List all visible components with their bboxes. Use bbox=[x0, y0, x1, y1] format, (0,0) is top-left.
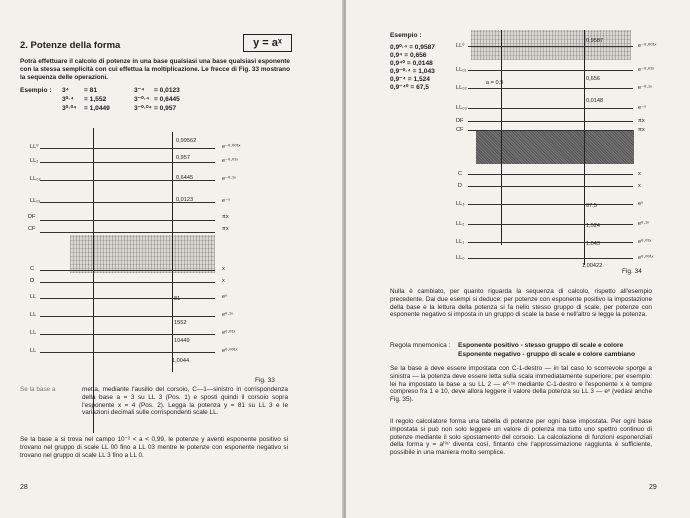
procedure-left: Se la base a bbox=[20, 386, 56, 393]
example-label-right: Esempio : bbox=[390, 32, 422, 39]
slide-shading bbox=[70, 235, 215, 273]
cursor-hairline-r bbox=[584, 30, 585, 265]
page-number-right: 29 bbox=[649, 484, 657, 491]
para-3: Il regolo calcolatore forma una tabella di potenze per ogni base impostata. Per ogni base impostata si può non solo leggere un valore di potenza ma tutto uno spettro continuo di potenze mediante il solo spostamento del corsoio. La calcolazione di funzioni esponenziali della forma y = aᶠ⁽ˣ⁾ diventa così, fintanto che l'approssimazione raggiunta è sufficiente, possibile in una maniera molto semplice. bbox=[390, 418, 652, 457]
formula-box: y = aˣ bbox=[243, 34, 292, 52]
procedure-text: metta, mediante l'ausilio del corsoio, C—1—sinistro in corrispondenza della base a = 3 su LL 3 (Pos. 1) e sposti quindi il corsoio sopra l'esponente x = 4 (Pos. 2). Legga la potenza y = 81 su LL 3 e le variazioni decimali sulle corrispondenti scale LL. bbox=[82, 386, 288, 417]
page-number-left: 28 bbox=[20, 484, 28, 491]
section-title: 2. Potenze della forma bbox=[20, 40, 121, 51]
right-page: Esempio : 0,9⁰·⁴ = 0,9587 0,9⁴ = 0,656 0,9⁴⁰ = 0,0148 0,9⁻⁰·⁴ = 1,043 0,9⁻⁴ = 1,524 0,9⁻⁴⁰ = 67,5 LL⁰ LL₀₁ LL₀₂ LL₀₃ DF CF C D LL₃ LL₂ LL₁ LL₀ e⁻⁰·⁰⁰¹ˣ e⁻⁰·⁰¹ˣ e⁻⁰·¹ˣ e⁻ˣ πx πx x x eˣ e⁰·¹ˣ e⁰·⁰¹ˣ e⁰·⁰⁰¹ˣ 0,9587 0,656 0,0148 67,5 1,524 1,043 1,00422 a = 0,9 Fig. 34 Nulla è cambiato, per quanto riguarda la sequenza di calcolo, rispetto all'esempio precedente. Dai due esempi si deduce: per potenze con esponente positivo la impostazione della base e la lettura della potenza si fa nello stesso gruppo di scale, per potenze con esponente negativo si imposta in un gruppo di scale la base e nell'altro si legge la potenza. Regola mnemonica : Esponente positivo - stesso gruppo di scale e colore Esponente negativo - gruppo di scale e colore cambiano Se la base a deve essere impostata con C-1-destro — in tal caso lo scorrevole sporge a sinistra — la potenza deve essere letta sulla scala immediatamente superiore; per esempio: lei ha impostato la base a su LL 2 — e⁰·¹ˣ mediante C-1-destro e l'esponente x è tempre compreso fra 1 e 10, deve allora leggere il valore della potenza su LL 3 — eˣ (vedasi anche Fig. 35). Il regolo calcolatore forma una tabella di potenze per ogni base impostata. Per ogni base impostata si può non solo leggere un valore di potenza ma tutto uno spettro continuo di potenze mediante il solo spostamento del corsoio. La calcolazione di funzioni esponenziali della forma y = aᶠ⁽ˣ⁾ diventa così, fintanto che l'approssimazione raggiunta è sufficiente, possibile in una maniera molto semplice. 29 bbox=[346, 0, 690, 518]
slide-dark-block bbox=[476, 130, 634, 164]
rule-label: Regola mnemonica : bbox=[390, 342, 451, 349]
left-cursor-line-r bbox=[501, 30, 502, 245]
note-text: Se la base a si trova nel campo 10⁻² < a < 0,99, le potenze y aventi esponente positivo si trovano nel gruppo di scale LL 00 fino a LL 03 mentre le potenze con esponente negativo si trovano nel gruppo di scale LL 3 fino a LL 0. bbox=[20, 436, 288, 459]
figure-34: LL⁰ LL₀₁ LL₀₂ LL₀₃ DF CF C D LL₃ LL₂ LL₁ LL₀ e⁻⁰·⁰⁰¹ˣ e⁻⁰·⁰¹ˣ e⁻⁰·¹ˣ e⁻ˣ πx πx x x eˣ e⁰·¹ˣ e⁰·⁰¹ˣ e⁰·⁰⁰¹ˣ 0,9587 0,656 0,0148 67,5 1,524 1,043 1,00422 a = 0,9 Fig. 34 bbox=[346, 30, 690, 285]
para-2: Se la base a deve essere impostata con C-1-destro — in tal caso lo scorrevole sporge a sinistra — la potenza deve essere letta sulla scala immediatamente superiore; per esempio: lei ha impostato la base a su LL 2 — e⁰·¹ˣ mediante C-1-destro e l'esponente x è tempre compreso fra 1 e 10, deve allora leggere il valore della potenza su LL 3 — eˣ (vedasi anche Fig. 35). bbox=[390, 365, 652, 404]
rule-2: Esponente negativo - gruppo di scale e colore cambiano bbox=[458, 351, 635, 358]
rule-1: Esponente positivo - stesso gruppo di scale e colore bbox=[458, 342, 624, 349]
figure-33: LL⁰ LL₂ LL₀₂ LL₀₁ DF CF C D LL LL LL LL e⁻⁰·⁰⁰¹ˣ e⁻⁰·⁰¹ˣ e⁻⁰·¹ˣ e⁻ˣ πx πx x x eˣ e⁰·¹ˣ e⁰·⁰¹ˣ e⁰·⁰⁰¹ˣ 0,99562 0,957 0,6445 0,0123 81 1552 10449 1,0044 Fig. 33 bbox=[0, 120, 344, 380]
example-label: Esempio : bbox=[20, 87, 52, 94]
cursor-hairline bbox=[172, 132, 173, 372]
intro-text: Potrà effettuare il calcolo di potenze in una base qualsiasi una base qualsiasi esponente con la stessa semplicità con cui effettua la moltiplicazione. Le frecce di Fig. 33 mostrano la sequenza delle operazioni. bbox=[20, 58, 290, 81]
left-page: 2. Potenze della forma y = aˣ Potrà effettuare il calcolo di potenze in una base qualsiasi una base qualsiasi esponente con la stessa semplicità con cui effettua la moltiplicazione. Le frecce di Fig. 33 mostrano la sequenza delle operazioni. Esempio : 3⁴ = 81 3⁻⁴ = 0,0123 3⁰·⁴ = 1,552 3⁻⁰·⁴ = 0,6445 3⁰·⁰⁴ = 1,0449 3⁻⁰·⁰⁴ = 0,957 LL⁰ LL₂ LL₀₂ LL₀₁ DF CF C D LL LL LL LL e⁻⁰·⁰⁰¹ˣ e⁻⁰·⁰¹ˣ e⁻⁰·¹ˣ e⁻ˣ πx πx x x eˣ e⁰·¹ˣ e⁰·⁰¹ˣ e⁰·⁰⁰¹ˣ 0,99562 0,957 0,6445 0,0123 81 1552 10449 1,0044 Fig. 33 Se la base a metta, mediante l'ausilio del corsoio, C—1—sinistro in corrispondenza della base a = 3 su LL 3 (Pos. 1) e sposti quindi il corsoio sopra l'esponente x = 4 (Pos. 2). Legga la potenza y = 81 su LL 3 e le variazioni decimali sulle corrispondenti scale LL. Se la base a si trova nel campo 10⁻² < a < 0,99, le potenze y aventi esponente positivo si trovano nel gruppo di scale LL 00 fino a LL 03 mentre le potenze con esponente negativo si trovano nel gruppo di scale LL 3 fino a LL 0. 28 bbox=[0, 0, 344, 518]
para-1: Nulla è cambiato, per quanto riguarda la sequenza di calcolo, rispetto all'esempio precedente. Dai due esempi si deduce: per potenze con esponente positivo la impostazione della base e la lettura della potenza si fa nello stesso gruppo di scale, per potenze con esponente negativo si imposta in un gruppo di scale la base e nell'altro si legge la potenza. bbox=[390, 288, 652, 319]
slide-top-shading bbox=[471, 30, 631, 60]
